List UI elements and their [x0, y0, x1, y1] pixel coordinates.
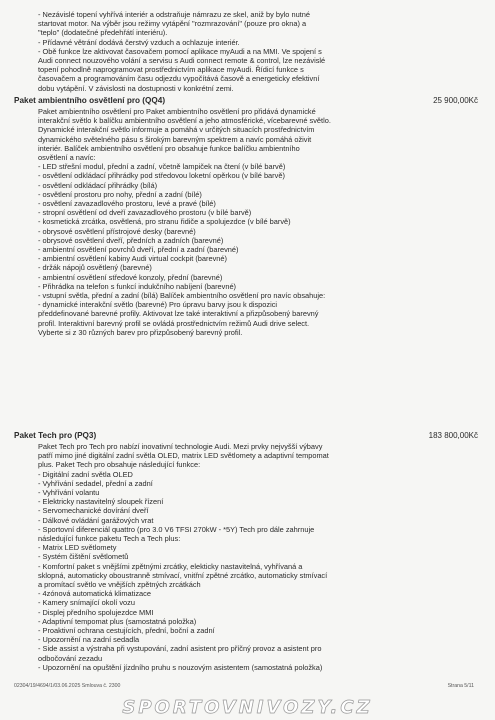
text-line: Paket Tech pro Tech pro nabízí inovativní technologie Audi. Mezi prvky nejvyšší výbavy	[38, 442, 323, 451]
text-line: - osvětlení odkládací přihrádky pod středovou loketní opěrkou (v bílé barvě)	[38, 171, 285, 181]
text-line: předdefinované barevné profily. Aktivovat lze také interaktivní a přizpůsobený barevný	[38, 309, 319, 319]
text-line: - Side assist a výstraha při vystupování, zadní asistent pro příčný provoz a asistent pro	[38, 644, 322, 654]
text-line: - Upozornění na zadní sedadla	[38, 635, 140, 645]
text-line: - Nezávislé topení vyhřívá interiér a odstraňuje námrazu ze skel, aniž by bylo nutné	[38, 10, 310, 19]
text-line: - Přídavné větrání dodává čerstvý vzduch a ochlazuje interiér.	[38, 37, 240, 47]
text-line: - dynamické interakční světlo (barevné) Pro úpravu barvy jsou k dispozici	[38, 300, 278, 310]
text-line: Paket ambientního osvětlení pro Paket ambientního osvětlení pro přidává dynamické	[38, 107, 316, 116]
section-price: 25 900,00Kč	[433, 96, 478, 105]
footer-contract-ref: 02304/19/4694/1/03.06.2025 Smlouva č. 2300	[14, 683, 121, 689]
text-line: Dynamické interakční světlo informuje a pomáhá v určitých situacích prostřednictvím	[38, 125, 315, 135]
text-line: - Komfortní paket s vnějšími zpětnými zrcátky, elekticky nastavitelná, vyhřívaná a	[38, 561, 303, 571]
text-line: interakční světlo k balíčku ambientního osvětlení a jeho atmosférické, vícebarevné světlo.	[38, 116, 331, 126]
text-line: - Kamery snímající okolí vozu	[38, 598, 135, 608]
text-line: a promítací světlo ve vnějších zpětných zrcátkách	[38, 580, 201, 590]
section-header	[14, 431, 484, 442]
text-line: profil. Interaktivní barevný profil se ovládá prostřednictvím režimů Audi drive select.	[38, 318, 310, 328]
text-line: - držák nápojů osvětlený (barevné)	[38, 263, 152, 273]
text-line: startovat motor. Na výběr jsou režimy vytápění "rozmrazování" (pouze pro okna) a	[38, 19, 307, 29]
text-line: Vyberte si z 30 různých barev pro přizpůsobený barevný profil.	[38, 327, 243, 337]
text-line: - Matrix LED světlomety	[38, 543, 117, 553]
text-line: interiér. Balíček ambientního osvětlení pro obsahuje funkce balíčku ambientního	[38, 143, 300, 153]
section-title: Paket Tech pro (PQ3)	[14, 431, 97, 440]
text-line: - ambientní osvětlení středové konzoly, přední (barevné)	[38, 272, 223, 282]
section-tech-pro	[14, 431, 484, 672]
text-line: - Proaktivní ochrana cestujících, přední, boční a zadní	[38, 626, 215, 636]
section-title: Paket ambientního osvětlení pro (QQ4)	[14, 96, 166, 105]
text-line: - osvětlení prostoru pro nohy, přední a zadní (bílé)	[38, 189, 202, 199]
text-line: - ambientní osvětlení kabiny Audi virtual cockpit (barevné)	[38, 254, 227, 264]
text-line: topení pohodlně naprogramovat prostřednictvím aplikace myAudi. Řídicí funkce s	[38, 65, 304, 75]
section-price: 183 800,00Kč	[428, 431, 478, 440]
text-line: osvětlení a navíc:	[38, 153, 96, 163]
text-line: - Upozornění na opuštění jízdního pruhu s nouzovým asistentem (samostatná položka)	[38, 662, 323, 672]
text-line: - Elektricky nastavitelný sloupek řízení	[38, 497, 164, 507]
text-line: - Vyhřívání sedadel, přední a zadní	[38, 478, 153, 488]
text-line: - Obě funkce lze aktivovat časovačem pomocí aplikace myAudi a na MMI. Ve spojení s	[38, 46, 322, 56]
text-line: - Systém čištění světlometů	[38, 552, 129, 562]
text-line: - Digitální zadní světla OLED	[38, 469, 133, 479]
text-line: sklopná, automaticky oboustranně stmívací, vnitřní zpětné zrcátko, automaticky stmívací	[38, 570, 328, 580]
text-line: - vstupní světla, přední a zadní (bílá) Balíček ambientního osvětlení pro navíc obsahuje:	[38, 291, 326, 301]
text-line: - osvětlení odkládací přihrádky (bílá)	[38, 180, 158, 190]
section-body	[38, 442, 408, 672]
text-line: - Displej předního spolujezdce MMI	[38, 607, 154, 617]
text-line: - Adaptivní tempomat plus (samostatná položka)	[38, 616, 197, 626]
text-line: následující funkce paketu Tech a Tech plus:	[38, 534, 181, 544]
text-line: - stropní osvětlení od dveří zavazadlového prostoru (v bílé barvě)	[38, 208, 252, 218]
text-line: - kosmetická zrcátka, osvětlená, pro stranu řidiče a spolujezdce (v bílé barvě)	[38, 217, 291, 227]
text-line: - osvětlení zavazadlového prostoru, levé a pravé (bílé)	[38, 199, 216, 209]
text-line: - 4zónová automatická klimatizace	[38, 589, 151, 599]
text-line: - obrysové osvětlení dveří, předních a zadních (barevné)	[38, 235, 224, 245]
section-body	[38, 107, 408, 337]
text-line: - Přihrádka na telefon s funkcí indukčního nabíjení (barevné)	[38, 281, 237, 291]
text-line: Audi connect nouzového volání a servisu s Audi connect remote & control, lze nezávislé	[38, 56, 326, 66]
footer-page-number: Strana 5/11	[447, 683, 474, 689]
text-line: - Dálkové ovládání garážových vrat	[38, 515, 154, 525]
text-line: odbočování zezadu	[38, 653, 103, 663]
text-line: - Vyhřívání volantu	[38, 488, 100, 498]
text-line: patří mimo jiné digitální zadní světla OLED, matrix LED světlomety a adaptivní tempomat	[38, 451, 329, 461]
section-header	[14, 96, 484, 107]
text-line: - ambientní osvětlení povrchů dveří, přední a zadní (barevné)	[38, 245, 239, 255]
heater-description	[38, 10, 408, 93]
text-line: "teplo" (dodatečné předehřátí interiéru).	[38, 28, 168, 38]
page-footer	[14, 683, 484, 693]
text-line: - LED střešní modul, přední a zadní, včetně lampiček na čtení (v bílé barvě)	[38, 162, 286, 172]
text-line: dobu vytápění. V závislosti na dostupnosti v konkrétní zemi.	[38, 83, 234, 93]
text-line: - Servomechanické dovírání dveří	[38, 506, 149, 516]
watermark-logo: SPORTOVNIVOZY.CZ	[122, 697, 373, 718]
text-line: časovačem a programováním času odjezdu vypočítává časově a energeticky efektivní	[38, 74, 320, 84]
text-line: dynamického světelného pásu s širokým barevným spektrem a navíc pomáhá oživit	[38, 134, 312, 144]
text-line: plus. Paket Tech pro obsahuje následující funkce:	[38, 460, 201, 470]
section-ambient-lighting	[14, 96, 484, 337]
text-line: - Sportovní diferenciál quattro (pro 3.0 V6 TFSI 270kW - *5Y) Tech pro dále zahrnuje	[38, 524, 315, 534]
text-line: - obrysové osvětlení přístrojové desky (barevné)	[38, 226, 196, 236]
